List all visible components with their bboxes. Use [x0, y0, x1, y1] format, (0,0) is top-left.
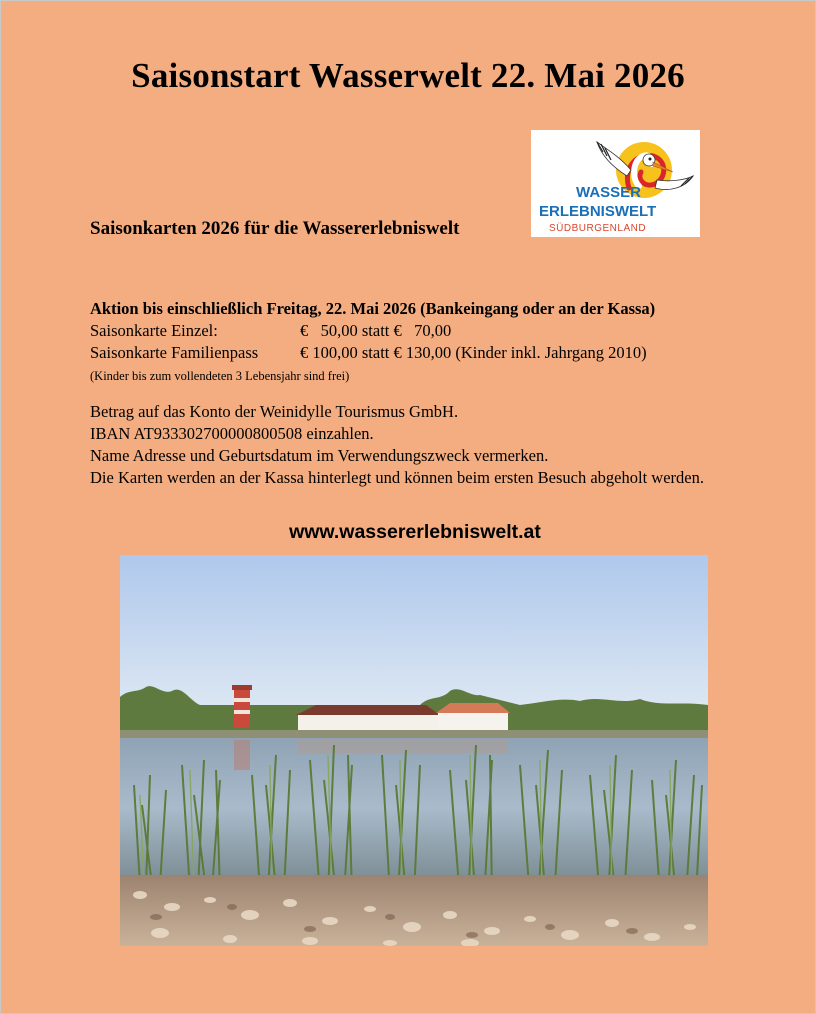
subheading: Saisonkarten 2026 für die Wassererlebniswelt — [90, 218, 460, 239]
logo-text-line2: ERLEBNISWELT — [539, 203, 657, 220]
price-label: Saisonkarte Familienpass — [90, 343, 259, 362]
offer-section — [90, 298, 655, 388]
offer-headline: Aktion bis einschließlich Freitag, 22. Mai 2026 (Bankeingang oder an der Kassa) — [90, 299, 656, 318]
price-label: Saisonkarte Einzel: — [90, 321, 218, 340]
logo-text-line3: SÜDBURGENLAND — [549, 223, 647, 234]
iban-line: IBAN AT933302700000800508 einzahlen. — [90, 424, 374, 443]
price-value: € 100,00 statt € 130,00 (Kinder inkl. Jahrgang 2010) — [300, 343, 647, 362]
payment-line: Name Adresse und Geburtsdatum im Verwendungszweck vermerken. — [90, 446, 549, 465]
wasser-erlebniswelt-logo — [531, 130, 700, 237]
lake-landscape-image — [120, 555, 708, 946]
payment-info — [90, 401, 730, 489]
stork-sun-logo-icon — [531, 130, 700, 237]
payment-line: Die Karten werden an der Kassa hinterlegt und können beim ersten Besuch abgeholt werden. — [90, 468, 704, 487]
price-row-einzel — [90, 320, 655, 342]
payment-line: Betrag auf das Konto der Weinidylle Tourismus GmbH. — [90, 402, 459, 421]
children-note: (Kinder bis zum vollendeten 3 Lebensjahr sind frei) — [90, 369, 350, 383]
lake-photo — [120, 555, 708, 946]
price-value: € 50,00 statt € 70,00 — [300, 321, 452, 340]
logo-text-line1: WASSER — [576, 184, 642, 201]
page-title: Saisonstart Wasserwelt 22. Mai 2026 — [131, 56, 685, 95]
website-link[interactable]: www.wassererlebniswelt.at — [289, 521, 541, 543]
price-row-familienpass — [90, 342, 655, 364]
